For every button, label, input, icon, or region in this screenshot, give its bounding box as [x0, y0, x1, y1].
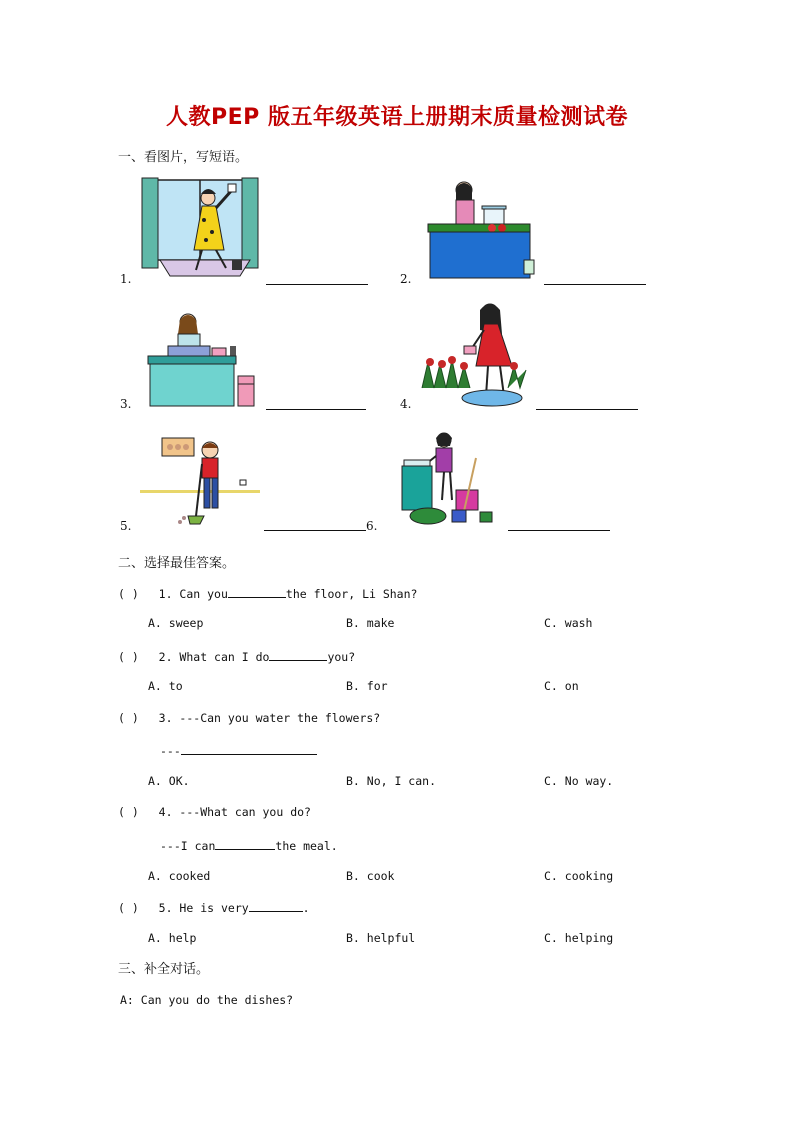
answer-line-5[interactable]	[264, 530, 366, 531]
answer-line-4[interactable]	[536, 409, 638, 410]
item-6-number: 6.	[366, 519, 378, 533]
item-4-number: 4.	[400, 397, 412, 411]
question-1: ( ) 1. Can you the floor, Li Shan?	[118, 587, 418, 601]
answer-line-3[interactable]	[266, 409, 366, 410]
question-3-answer-line: ---	[160, 742, 317, 758]
question-4-option-c[interactable]: C. cooking	[544, 869, 614, 883]
fill-blank[interactable]	[215, 837, 275, 850]
answer-paren[interactable]: ( )	[118, 901, 139, 915]
item-2-number: 2.	[400, 272, 412, 286]
picture-girl-cooking	[420, 178, 538, 282]
question-3-option-b[interactable]: B. No, I can.	[346, 774, 437, 788]
question-5-option-b[interactable]: B. helpful	[346, 931, 416, 945]
dialogue-line-1: A: Can you do the dishes?	[120, 993, 294, 1007]
question-5-option-c[interactable]: C. helping	[544, 931, 614, 945]
question-5-option-a[interactable]: A. help	[148, 931, 197, 945]
fill-blank[interactable]	[249, 899, 303, 912]
question-1-option-b[interactable]: B. make	[346, 616, 395, 630]
item-1-number: 1.	[120, 272, 132, 286]
answer-paren[interactable]: ( )	[118, 650, 139, 664]
picture-girl-watering-flowers	[418, 300, 530, 410]
question-2-option-b[interactable]: B. for	[346, 679, 388, 693]
question-1-option-c[interactable]: C. wash	[544, 616, 593, 630]
item-5-number: 5.	[120, 519, 132, 533]
question-2: ( ) 2. What can I do you?	[118, 650, 356, 664]
picture-girl-cleaning-window	[140, 176, 260, 280]
answer-line-2[interactable]	[544, 284, 646, 285]
picture-woman-doing-laundry	[392, 428, 502, 530]
question-3: ( ) 3. ---Can you water the flowers?	[118, 711, 381, 725]
part3-heading: 三、补全对话。	[118, 962, 210, 977]
part2-heading: 二、选择最佳答案。	[118, 556, 236, 571]
question-3-option-c[interactable]: C. No way.	[544, 774, 614, 788]
answer-paren[interactable]: ( )	[118, 711, 139, 725]
page-title: 人教PEP 版五年级英语上册期末质量检测试卷	[166, 105, 628, 130]
part1-heading: 一、看图片，写短语。	[118, 150, 249, 165]
question-5: ( ) 5. He is very .	[118, 901, 310, 915]
answer-paren[interactable]: ( )	[118, 805, 139, 819]
question-2-option-c[interactable]: C. on	[544, 679, 579, 693]
answer-paren[interactable]: ( )	[118, 587, 139, 601]
answer-line-1[interactable]	[266, 284, 368, 285]
picture-girl-at-desk-with-books	[140, 306, 262, 410]
question-3-option-a[interactable]: A. OK.	[148, 774, 190, 788]
fill-blank[interactable]	[181, 742, 317, 755]
answer-line-6[interactable]	[508, 530, 610, 531]
question-4-option-b[interactable]: B. cook	[346, 869, 395, 883]
fill-blank[interactable]	[228, 585, 286, 598]
question-4-line-2: ---I can the meal.	[160, 839, 338, 853]
question-4-option-a[interactable]: A. cooked	[148, 869, 211, 883]
fill-blank[interactable]	[269, 648, 327, 661]
question-2-option-a[interactable]: A. to	[148, 679, 183, 693]
item-3-number: 3.	[120, 397, 132, 411]
picture-boy-sweeping-floor	[140, 430, 260, 530]
question-4: ( ) 4. ---What can you do?	[118, 805, 311, 819]
question-1-option-a[interactable]: A. sweep	[148, 616, 204, 630]
